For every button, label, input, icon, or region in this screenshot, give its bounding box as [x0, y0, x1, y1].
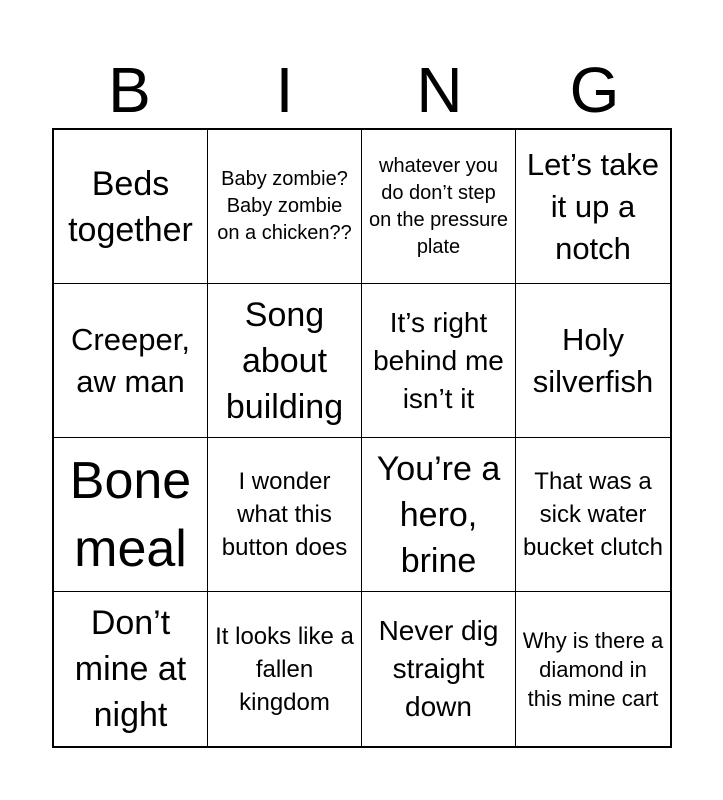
bingo-cell[interactable]	[208, 592, 362, 746]
bingo-cell[interactable]	[208, 284, 362, 438]
bingo-cell-text: whatever you do don’t step on the pressure plate	[369, 154, 508, 258]
bingo-cell[interactable]	[208, 438, 362, 592]
bingo-cell[interactable]	[516, 130, 670, 284]
bingo-cell-text: Holy silverfish	[532, 321, 654, 399]
bingo-cell-text: Let’s take it up a notch	[526, 146, 660, 266]
bingo-cell[interactable]	[362, 284, 516, 438]
bingo-cell-text: It looks like a fallen kingdom	[215, 622, 354, 716]
bingo-cell[interactable]	[54, 592, 208, 746]
bingo-cell-text: Song about building	[225, 295, 344, 426]
header-letter-b: B	[108, 54, 151, 126]
bingo-cell-text: Baby zombie? Baby zombie on a chicken??	[217, 168, 352, 244]
bingo-cell[interactable]	[54, 284, 208, 438]
bingo-cell-text: Never dig straight down	[378, 615, 499, 722]
bingo-cell[interactable]	[362, 130, 516, 284]
bingo-cell-text: Don’t mine at night	[74, 604, 187, 734]
bingo-card-grid	[52, 128, 672, 748]
bingo-cell-text: I wonder what this button does	[221, 468, 348, 561]
bingo-cell[interactable]	[516, 284, 670, 438]
bingo-cell-text: Why is there a diamond in this mine cart	[522, 627, 664, 711]
bingo-cell[interactable]	[362, 438, 516, 592]
bingo-cell[interactable]	[362, 592, 516, 746]
bingo-cell-text: You’re a hero, brine	[376, 449, 501, 580]
bingo-cell-text: Creeper, aw man	[71, 321, 190, 399]
bingo-cell[interactable]	[208, 130, 362, 284]
header-letter-g: G	[569, 54, 620, 126]
bingo-cell-text: That was a sick water bucket clutch	[522, 468, 664, 561]
bingo-header	[52, 52, 672, 128]
bingo-cell-text: It’s right behind me isn’t it	[373, 306, 504, 414]
bingo-cell-text: Bone meal	[69, 451, 192, 578]
bingo-cell[interactable]	[54, 130, 208, 284]
bingo-cell[interactable]	[516, 592, 670, 746]
bingo-cell-text: Beds together	[68, 164, 193, 249]
bingo-cell[interactable]	[54, 438, 208, 592]
header-letter-n: N	[416, 54, 463, 126]
header-letter-i: I	[275, 54, 294, 126]
bingo-cell[interactable]	[516, 438, 670, 592]
